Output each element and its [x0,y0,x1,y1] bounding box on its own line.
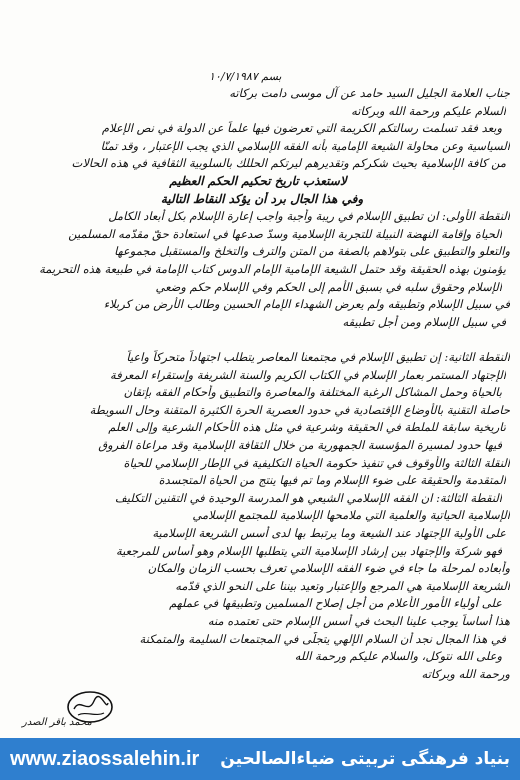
letter-line: وفي هذا الجال برد أن يؤكد النقاط التالية [160,191,364,206]
letter-line: الإسلامية الحياتية والعلمية التي ملامحها الإسلامية للمجتمع الإسلامي [192,508,510,523]
site-banner [0,738,520,780]
letter-line: على أولياء الأمور الأعلام من أجل إصلاح المسلمين وتطبيقها في عملهم [169,596,502,611]
site-url-link[interactable]: www.ziaossalehin.ir [10,747,200,770]
letter-line: من كافة الإسلامية بحيث شكركم وتقديرهم ليرتكم الحللك بالسلوبية الثقافية في هذه الحالات [71,156,506,171]
letter-line: لاستعذب تاريخ تحكيم الحكم العظيم [169,174,347,188]
letter-line: النقطة الأولى: ان تطبيق الإسلام في ريبة وأجبة واجب إعارة الإسلام بكل أبعاد الكامل [108,209,510,224]
letter-line: بالحياة وحمل المشاكل الرغبة المختلفة والمعاصرة والتطبيق وأحكام الفقه بإتقان [123,385,502,400]
letter-line: على الأولية الإجتهاد عند الشيعة وما يرتبط بها لدى أسس الشريعة الإسلامية [152,526,506,540]
letter-line: وأبعاده لمرحلة ما جاء في ضوء الفقه الإسلامي تعرف بحسب الزمان والمكان [147,561,510,576]
letter-line: يؤمنون بهذه الحقيقة وقد حتمل الشيعة الإمامية الإمام الدوس كتاب الإمامة في طبيعة هذه التحريمة [39,262,506,276]
letter-line: حاصلة التقنية بالأوضاع الإقتصادية في حدود العصرية الحرة الكثيرة المتقنة وحال السويطة [89,402,510,417]
handwritten-letter [14,52,510,728]
letter-line: فيها حدود لمسيرة المؤسسة الجمهورية من خلال الثقافة الإسلامية وقد مراعاة الفروق [98,438,502,452]
letter-line: النقلة الثالثة والأوقوف في تنفيذ حكومة الحياة التكليفية في الإطار الإسلامي للحياة [123,455,510,470]
letter-line: جناب العلامة الجليل السيد حامد عن آل موسى دامت بركاته [229,86,510,100]
letter-line: النقطة الثالثة: ان الفقه الإسلامي الشيعي هو المدرسة الوحيدة في التقنين التكليف [114,490,502,505]
letter-line: وبعد فقد تسلمت رسالتكم الكريمة التي تعرضون فيها علماً عن الدولة في نص الإعلام [101,121,502,136]
letter-date: بسم ١٠/٧/١٩٨٧ [209,70,282,83]
letter-line: في هذا المجال نجد أن السلام الإلهي يتجلّى في المجتمعات السليمة والمتمكنة [139,631,506,646]
letter-line: في سبيل الإسلام وتطبيقه ولم يعرض الشهداء الإمام الحسين وطالب الأرض من كربلاء [103,297,510,312]
letter-line: المتقدمة والحقيقة على ضوء الإسلام وما تم فيها ينتج من الحياة المتجسدة [158,473,506,488]
letter-line: وعلى الله نتوكل، والسلام عليكم ورحمة الله [294,649,502,664]
site-title: بنیاد فرهنگی تربیتی ضیاءالصالحین [220,749,510,769]
letter-line: السلام عليكم ورحمة الله وبركاته [351,103,506,118]
letter-line: ورحمة الله وبركاته [421,666,510,681]
letter-line: النقطة الثانية: إن تطبيق الإسلام في مجتمعنا المعاصر يتطلب اجتهاداً متحركاً واعياً [126,350,510,364]
letter-line: تاريخية سابقة للملطة في الحقيقة وشرعية في مثل هذه الأحكام الشرعية وإلى العلم [108,420,506,435]
letter-line: فهو شركة والإجتهاد بين إرشاد الإسلامية التي يتطلبها الإسلام وهو أساس للمرجعية [115,543,502,558]
letter-line: الإجتهاد المستمر بعمار الإسلام في الكتاب الكريم والسنة الشريفة وإستقراء المعرفة [110,367,506,382]
signature-name: محمد باقر الصدر [22,717,92,728]
letter-line: الحياة وإقامة النهضة النبيلة للتجربة الإسلامية وسدّ صدعها في استعادة حقّ مقدّمه المسلمين [68,226,502,241]
letter-line: الشريعة الإسلامية هي المرجع والإعتبار وتعيد بيننا على النحو الذي قدّمه [175,578,510,593]
letter-line: هذا أساساً يوجب علينا البحث في أسس الإسلام حتى تعتمده منه [207,614,510,628]
letter-line: السياسية وعن محاولة الشيعة الإمامية بأنه الفقه الإسلامي الذي يجب الإعتبار ، وقد تمنّا [100,138,510,153]
letter-line: الإسلام وحقوق سلبه في بسبق الأمم إلى الحكم وفي الإسلام حكم وضعي [155,279,502,294]
signature-seal-icon [60,685,120,729]
letter-line: في سبيل الإسلام ومن أجل تطبيقه [342,314,506,329]
letter-line: والتعلو والتطبيق على بتولاهم بالصفة من المتن والترف والتخلخ والمستقبل مجموعها [114,244,510,259]
